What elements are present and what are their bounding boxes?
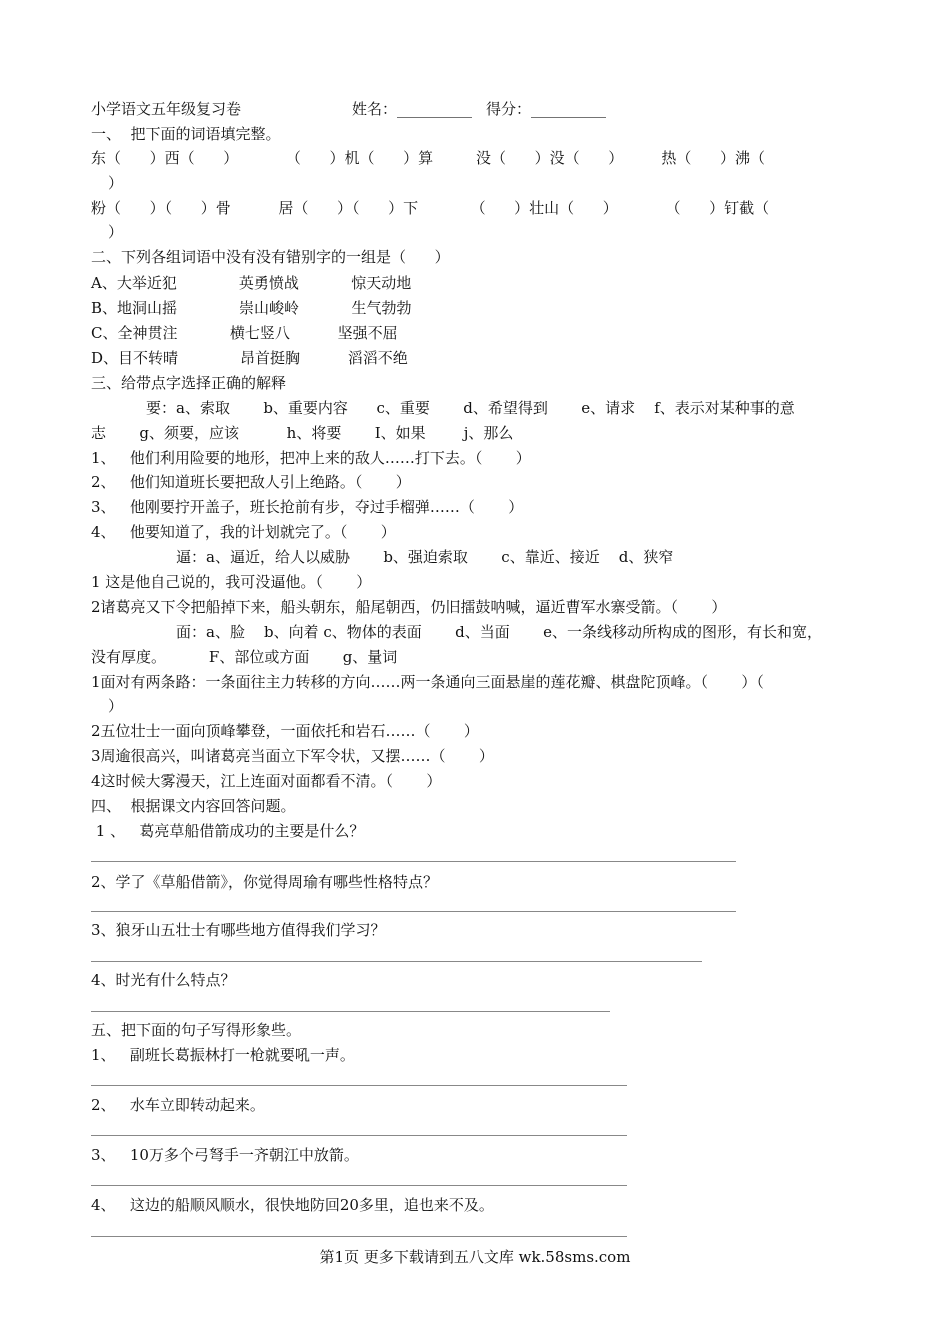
section-2-heading: 二、下列各组词语中没有没有错别字的一组是（ ） xyxy=(91,248,450,266)
yao-item-3: 3、 他刚要拧开盖子，班长抢前有步，夺过手榴弹……（ ） xyxy=(91,498,524,516)
section-4-heading: 四、 根据课文内容回答问题。 xyxy=(91,797,296,815)
mian-item-4: 4这时候大雾漫天，江上连面对面都看不清。（ ） xyxy=(91,772,442,790)
bi-item-1: 1 这是他自己说的，我可没逼他。（ ） xyxy=(91,573,372,591)
score-field[interactable]: 得分：__________ xyxy=(486,100,607,118)
section-3-heading: 三、给带点字选择正确的解释 xyxy=(91,374,287,392)
sentence-answer-line-4[interactable] xyxy=(91,1236,627,1237)
mian-item-1-wrap: ） xyxy=(108,697,124,715)
page-title: 小学语文五年级复习卷 xyxy=(91,100,242,118)
section-1-heading: 一、 把下面的词语填完整。 xyxy=(91,125,281,143)
fill-row-1-wrap: ） xyxy=(108,174,124,192)
fill-row-2-wrap: ） xyxy=(108,223,124,241)
option-a: A、大举近犯 英勇愤战 惊天动地 xyxy=(91,274,412,292)
mian-item-3: 3周逾很高兴，叫诸葛亮当面立下军令状，又摆……（ ） xyxy=(91,747,494,765)
fill-row-2: 粉（ ）（ ）骨 居（ ）（ ）下 （ ）壮山（ ） （ ）钉截（ xyxy=(91,199,770,217)
sentence-3: 3、 10万多个弓弩手一齐朝江中放箭。 xyxy=(91,1146,359,1164)
sentence-4: 4、 这边的船顺风顺水，很快地防回20多里，追也来不及。 xyxy=(91,1196,494,1214)
mian-definitions: 面：a、脸 b、向着 c、物体的表面 d、当面 e、一条线移动所构成的图形，有长和宽， xyxy=(176,623,823,641)
question-1: 1 、 葛亮草船借箭成功的主要是什么？ xyxy=(91,822,365,840)
name-field[interactable]: 姓名：__________ xyxy=(352,100,473,118)
answer-line-1[interactable] xyxy=(91,861,736,862)
question-3: 3、狼牙山五壮士有哪些地方值得我们学习？ xyxy=(91,921,386,939)
sentence-answer-line-3[interactable] xyxy=(91,1185,627,1186)
option-d: D、目不转晴 昂首挺胸 滔滔不绝 xyxy=(91,349,408,367)
page-footer: 第1页 更多下载请到五八文库 wk.58sms.com xyxy=(319,1248,631,1266)
section-5-heading: 五、把下面的句子写得形象些。 xyxy=(91,1021,302,1039)
option-b: B、地洞山摇 崇山峻岭 生气勃勃 xyxy=(91,299,412,317)
question-2: 2、学了《草船借箭》，你觉得周瑜有哪些性格特点？ xyxy=(91,873,439,891)
yao-item-4: 4、 他要知道了，我的计划就完了。（ ） xyxy=(91,523,396,541)
answer-line-2[interactable] xyxy=(91,911,736,912)
yao-definitions-cont: 志 g、须要，应该 h、将要 I、如果 j、那么 xyxy=(91,424,514,442)
sentence-answer-line-2[interactable] xyxy=(91,1135,627,1136)
sentence-answer-line-1[interactable] xyxy=(91,1085,627,1086)
mian-definitions-cont: 没有厚度。 F、部位或方面 g、量词 xyxy=(91,648,398,666)
answer-line-3[interactable] xyxy=(91,961,702,962)
bi-item-2: 2诸葛亮又下令把船掉下来，船头朝东，船尾朝西，仍旧擂鼓呐喊，逼近曹军水寨受箭。（ ） xyxy=(91,598,727,616)
answer-line-4[interactable] xyxy=(91,1011,610,1012)
sentence-2: 2、 水车立即转动起来。 xyxy=(91,1096,265,1114)
option-c: C、全神贯注 横七竖八 坚强不屈 xyxy=(91,324,398,342)
yao-item-1: 1、 他们利用险要的地形，把冲上来的敌人……打下去。（ ） xyxy=(91,449,531,467)
sentence-1: 1、 副班长葛振林打一枪就要吼一声。 xyxy=(91,1046,355,1064)
fill-row-1: 东（ ）西（ ） （ ）机（ ）算 没（ ）没（ ） 热（ ）沸（ xyxy=(91,149,765,167)
mian-item-1: 1面对有两条路：一条面往主力转移的方向……两一条通向三面悬崖的莲花瓣、棋盘陀顶峰。（ ）（ xyxy=(91,673,764,691)
question-4: 4、时光有什么特点？ xyxy=(91,971,236,989)
bi-definitions: 逼：a、逼近，给人以威胁 b、强迫索取 c、靠近、接近 d、狭窄 xyxy=(176,548,674,566)
mian-item-2: 2五位壮士一面向顶峰攀登，一面依托和岩石……（ ） xyxy=(91,722,479,740)
yao-definitions: 要：a、索取 b、重要内容 c、重要 d、希望得到 e、请求 f、表示对某种事的意 xyxy=(146,399,795,417)
yao-item-2: 2、 他们知道班长要把敌人引上绝路。（ ） xyxy=(91,473,411,491)
